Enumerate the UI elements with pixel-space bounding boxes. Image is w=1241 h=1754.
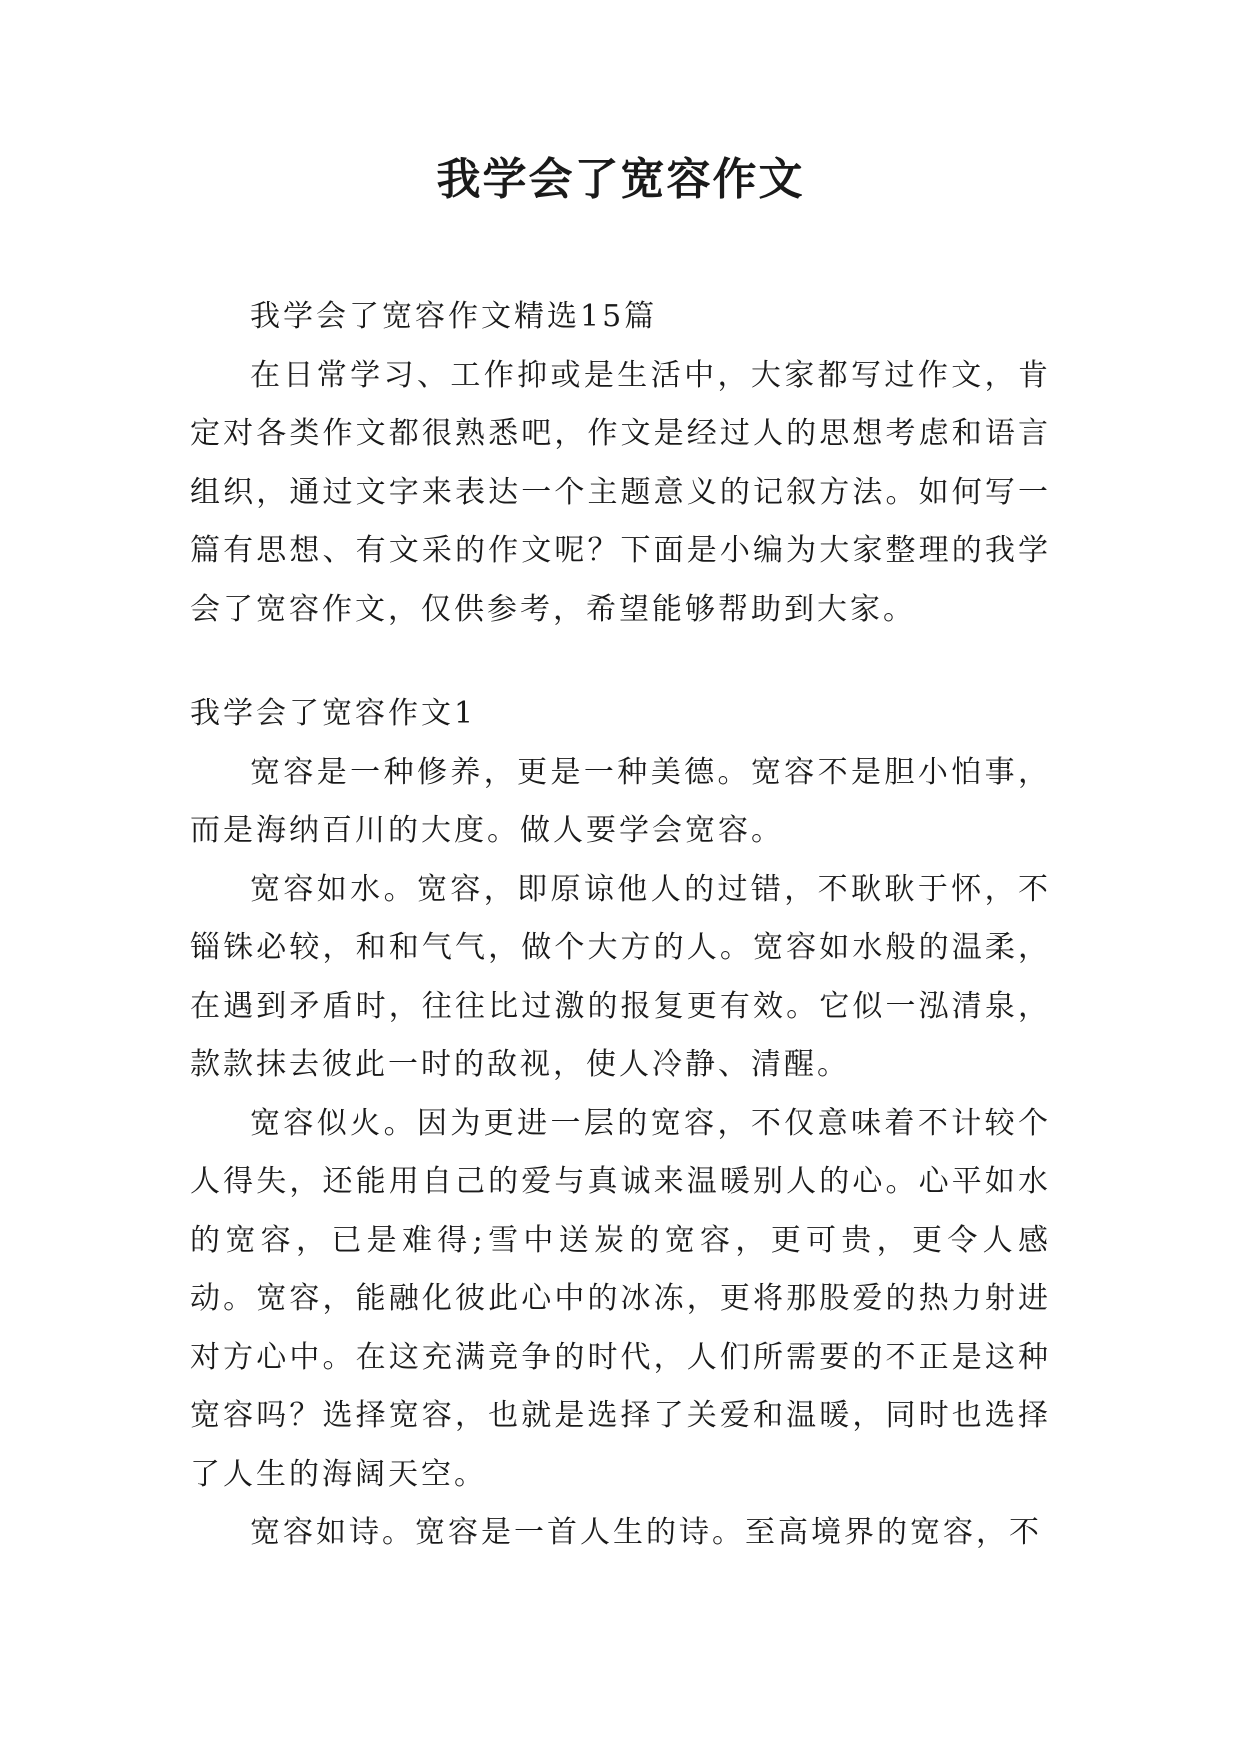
intro-paragraph: 在日常学习、工作抑或是生活中，大家都写过作文，肯定对各类作文都很熟悉吧，作文是经过人的思想考虑和语言组织，通过文字来表达一个主题意义的记叙方法。如何写一篇有思想、有文采的作文呢？下面是小编为大家整理的我学会了宽容作文，仅供参考，希望能够帮助到大家。 bbox=[190, 357, 1051, 627]
document-body bbox=[190, 288, 1051, 1563]
section-heading: 我学会了宽容作文1 bbox=[190, 696, 477, 731]
body-paragraph: 宽容是一种修养，更是一种美德。宽容不是胆小怕事，而是海纳百川的大度。做人要学会宽容。 bbox=[190, 754, 1051, 848]
body-paragraph: 宽容似火。因为更进一层的宽容，不仅意味着不计较个人得失，还能用自己的爱与真诚来温暖别人的心。心平如水的宽容，已是难得;雪中送炭的宽容，更可贵，更令人感动。宽容，能融化彼此心中的冰冻，更将那股爱的热力射进对方心中。在这充满竞争的时代，人们所需要的不正是这种宽容吗？选择宽容，也就是选择了关爱和温暖，同时也选择了人生的海阔天空。 bbox=[190, 1105, 1051, 1492]
document-title: 我学会了宽容作文 bbox=[436, 154, 805, 205]
body-paragraph: 宽容如水。宽容，即原谅他人的过错，不耿耿于怀，不锱铢必较，和和气气，做个大方的人。宽容如水般的温柔，在遇到矛盾时，往往比过激的报复更有效。它似一泓清泉，款款抹去彼此一时的敌视，使人冷静、清醒。 bbox=[190, 871, 1051, 1082]
body-paragraph: 宽容如诗。宽容是一首人生的诗。至高境界的宽容，不 bbox=[250, 1515, 1042, 1550]
subtitle-paragraph: 我学会了宽容作文精选15篇 bbox=[250, 299, 658, 334]
